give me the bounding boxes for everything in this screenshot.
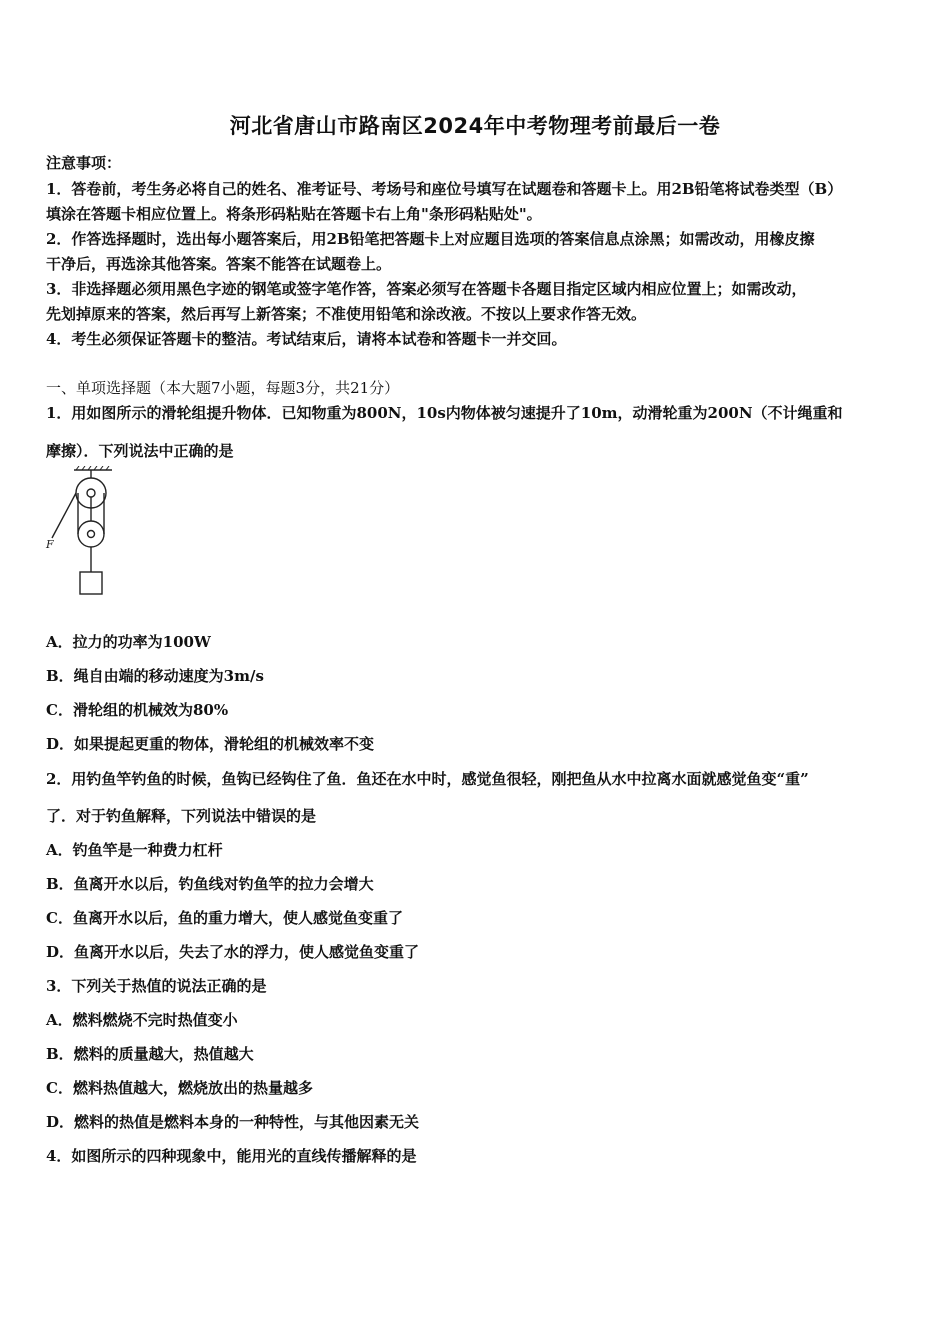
exam-title: 河北省唐山市路南区2024年中考物理考前最后一卷 [229, 114, 721, 138]
question-1-stem-cont: 摩擦）．下列说法中正确的是 [46, 442, 234, 460]
notice-line: 干净后，再选涂其他答案。答案不能答在试题卷上。 [46, 255, 392, 273]
fixed-pulley-axle [87, 489, 95, 497]
free-rope-end [52, 493, 76, 538]
question-2-option-c: C．鱼离开水以后，鱼的重力增大，使人感觉鱼变重了 [46, 909, 403, 927]
question-3-stem: 3．下列关于热值的说法正确的是 [46, 977, 267, 995]
question-2-stem-cont: 了．对于钓鱼解释，下列说法中错误的是 [46, 807, 317, 825]
notice-line: 2．作答选择题时，选出每小题答案后，用2B铅笔把答题卡上对应题目选项的答案信息点涂黑；如需改动，用橡皮擦 [46, 230, 815, 248]
question-4-stem: 4．如图所示的四种现象中，能用光的直线传播解释的是 [46, 1147, 417, 1165]
notice-line: 先划掉原来的答案，然后再写上新答案；不准使用铅笔和涂改液。不按以上要求作答无效。 [46, 305, 647, 323]
question-1-option-d: D．如果提起更重的物体，滑轮组的机械效率不变 [46, 735, 375, 753]
notice-line: 4．考生必须保证答题卡的整洁。考试结束后，请将本试卷和答题卡一并交回。 [46, 330, 567, 348]
question-1-option-c: C．滑轮组的机械效为80% [46, 701, 229, 719]
pulley-diagram [44, 466, 116, 602]
force-label: F [46, 538, 54, 551]
movable-pulley-axle [88, 531, 95, 538]
question-3-option-c: C．燃料热值越大，燃烧放出的热量越多 [46, 1079, 313, 1097]
question-3-option-b: B．燃料的质量越大，热值越大 [46, 1045, 254, 1063]
notice-line: 3．非选择题必须用黑色字迹的钢笔或签字笔作答，答案必须写在答题卡各题目指定区域内相应位置上；如需改动， [46, 280, 807, 298]
question-1-option-a: A．拉力的功率为100W [46, 633, 211, 651]
movable-pulley [78, 521, 104, 547]
question-2-option-d: D．鱼离开水以后，失去了水的浮力，使人感觉鱼变重了 [46, 943, 420, 961]
question-3-option-d: D．燃料的热值是燃料本身的一种特性，与其他因素无关 [46, 1113, 420, 1131]
load-block [80, 572, 102, 594]
question-1-option-b: B．绳自由端的移动速度为3m/s [46, 667, 264, 685]
question-2-stem: 2．用钓鱼竿钓鱼的时候，鱼钩已经钩住了鱼．鱼还在水中时，感觉鱼很轻，刚把鱼从水中拉离水面就感觉鱼变“重” [46, 770, 809, 788]
question-1-stem: 1．用如图所示的滑轮组提升物体．已知物重为800N，10s内物体被匀速提升了10m，动滑轮重为200N（不计绳重和 [46, 404, 843, 422]
question-2-option-b: B．鱼离开水以后，钓鱼线对钓鱼竿的拉力会增大 [46, 875, 374, 893]
section-heading: 一、单项选择题（本大题7小题，每题3分，共21分） [46, 379, 400, 397]
notice-line: 填涂在答题卡相应位置上。将条形码粘贴在答题卡右上角"条形码粘贴处"。 [46, 205, 542, 223]
question-3-option-a: A．燃料燃烧不完时热值变小 [46, 1011, 238, 1029]
notice-heading: 注意事项： [46, 154, 122, 172]
notice-line: 1．答卷前，考生务必将自己的姓名、准考证号、考场号和座位号填写在试题卷和答题卡上。用2B铅笔将试卷类型（B） [46, 180, 843, 198]
question-2-option-a: A．钓鱼竿是一种费力杠杆 [46, 841, 223, 859]
